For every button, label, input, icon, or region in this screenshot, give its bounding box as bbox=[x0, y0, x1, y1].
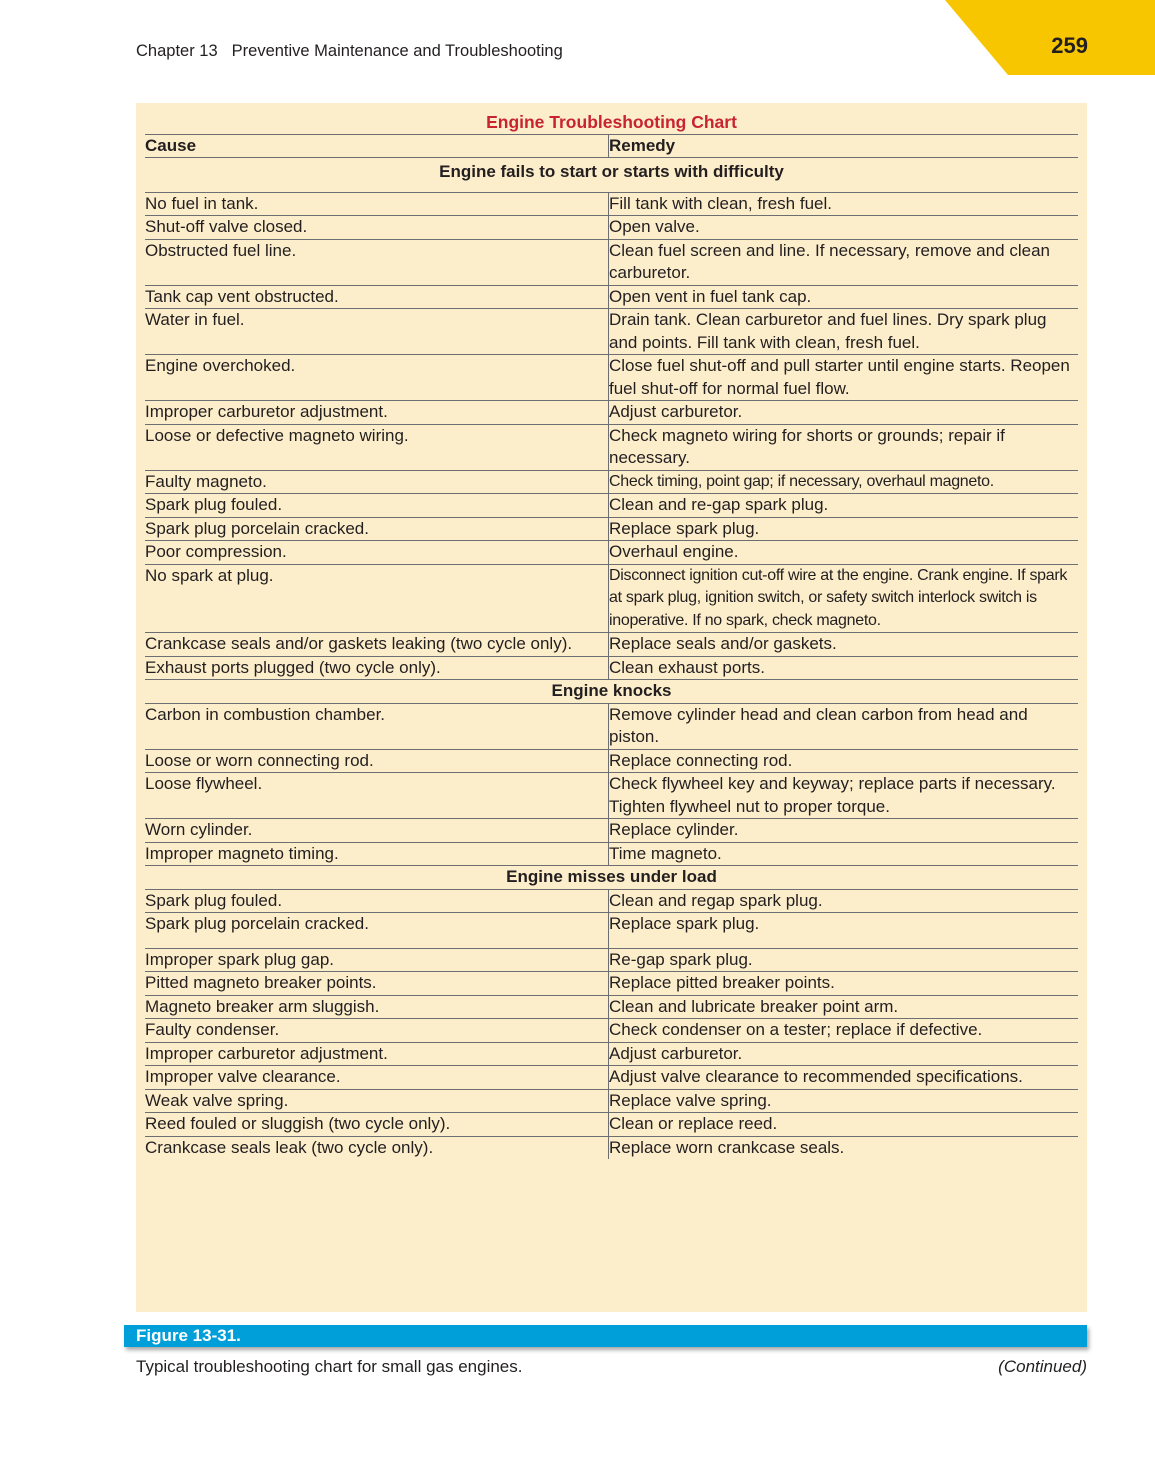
remedy-cell: Clean exhaust ports. bbox=[609, 656, 1079, 680]
page-corner-tab bbox=[945, 0, 1155, 75]
table-row bbox=[145, 1066, 1078, 1090]
remedy-cell: Replace seals and/or gaskets. bbox=[609, 633, 1079, 657]
remedy-cell: Time magneto. bbox=[609, 842, 1079, 866]
remedy-cell: Adjust carburetor. bbox=[609, 1042, 1079, 1066]
table-row bbox=[145, 633, 1078, 657]
cause-cell: Faulty condenser. bbox=[145, 1019, 609, 1043]
cause-cell: Spark plug porcelain cracked. bbox=[145, 913, 609, 949]
remedy-cell: Replace spark plug. bbox=[609, 913, 1079, 949]
cause-cell: Improper spark plug gap. bbox=[145, 948, 609, 972]
table-row bbox=[145, 470, 1078, 494]
chapter-label: Chapter 13 bbox=[136, 42, 218, 60]
table-row bbox=[145, 972, 1078, 996]
cause-cell: Faulty magneto. bbox=[145, 470, 609, 494]
figure-caption: Typical troubleshooting chart for small gas engines. bbox=[136, 1357, 523, 1376]
cause-cell: Weak valve spring. bbox=[145, 1089, 609, 1113]
table-row bbox=[145, 309, 1078, 355]
table-row bbox=[145, 656, 1078, 680]
section-heading: Engine misses under load bbox=[145, 866, 1078, 890]
remedy-cell: Open valve. bbox=[609, 216, 1079, 240]
cause-cell: Tank cap vent obstructed. bbox=[145, 285, 609, 309]
cause-cell: Worn cylinder. bbox=[145, 819, 609, 843]
remedy-cell: Adjust valve clearance to recommended specifications. bbox=[609, 1066, 1079, 1090]
remedy-cell: Clean and re-gap spark plug. bbox=[609, 494, 1079, 518]
page-number: 259 bbox=[1051, 33, 1088, 58]
table-row bbox=[145, 355, 1078, 401]
table-row bbox=[145, 424, 1078, 470]
chapter-title: Preventive Maintenance and Troubleshooting bbox=[231, 42, 563, 60]
cause-cell: Spark plug porcelain cracked. bbox=[145, 517, 609, 541]
remedy-cell: Clean and regap spark plug. bbox=[609, 889, 1079, 913]
column-header-cause: Cause bbox=[145, 134, 609, 158]
cause-cell: Pitted magneto breaker points. bbox=[145, 972, 609, 996]
cause-cell: Improper carburetor adjustment. bbox=[145, 1042, 609, 1066]
remedy-cell: Re-gap spark plug. bbox=[609, 948, 1079, 972]
table-row bbox=[145, 948, 1078, 972]
remedy-cell: Open vent in fuel tank cap. bbox=[609, 285, 1079, 309]
section-heading-row bbox=[145, 866, 1078, 890]
column-header-row bbox=[145, 134, 1078, 158]
section-heading-row bbox=[145, 680, 1078, 704]
cause-cell: Crankcase seals and/or gaskets leaking (two cycle only). bbox=[145, 633, 609, 657]
column-header-remedy: Remedy bbox=[609, 134, 1079, 158]
table-row bbox=[145, 889, 1078, 913]
table-row bbox=[145, 913, 1078, 949]
running-head bbox=[136, 42, 563, 61]
cause-cell: Improper magneto timing. bbox=[145, 842, 609, 866]
cause-cell: Obstructed fuel line. bbox=[145, 239, 609, 285]
troubleshooting-table bbox=[145, 111, 1078, 1159]
table-row bbox=[145, 401, 1078, 425]
table-row bbox=[145, 541, 1078, 565]
table-row bbox=[145, 842, 1078, 866]
cause-cell: Engine overchoked. bbox=[145, 355, 609, 401]
cause-cell: Carbon in combustion chamber. bbox=[145, 703, 609, 749]
continued-note: (Continued) bbox=[998, 1357, 1087, 1376]
table-row bbox=[145, 1019, 1078, 1043]
cause-cell: Spark plug fouled. bbox=[145, 889, 609, 913]
remedy-cell: Remove cylinder head and clean carbon from head and piston. bbox=[609, 703, 1079, 749]
remedy-cell: Replace pitted breaker points. bbox=[609, 972, 1079, 996]
remedy-cell: Close fuel shut-off and pull starter until engine starts. Reopen fuel shut-off for normal fuel flow. bbox=[609, 355, 1079, 401]
remedy-cell: Replace spark plug. bbox=[609, 517, 1079, 541]
table-row bbox=[145, 285, 1078, 309]
table-row bbox=[145, 239, 1078, 285]
section-heading: Engine knocks bbox=[145, 680, 1078, 704]
table-row bbox=[145, 216, 1078, 240]
cause-cell: No fuel in tank. bbox=[145, 192, 609, 216]
table-row bbox=[145, 1042, 1078, 1066]
remedy-cell: Replace worn crankcase seals. bbox=[609, 1137, 845, 1157]
table-row bbox=[145, 995, 1078, 1019]
chart-title: Engine Troubleshooting Chart bbox=[145, 111, 1078, 134]
remedy-cell: Overhaul engine. bbox=[609, 541, 1079, 565]
remedy-cell: Replace connecting rod. bbox=[609, 749, 1079, 773]
table-row bbox=[145, 1113, 1078, 1137]
cause-cell: Improper valve clearance. bbox=[145, 1066, 609, 1090]
cause-cell: Magneto breaker arm sluggish. bbox=[145, 995, 609, 1019]
table-row bbox=[145, 1136, 1078, 1159]
remedy-cell: Check flywheel key and keyway; replace parts if necessary. Tighten flywheel nut to proper torque. bbox=[609, 773, 1079, 819]
remedy-cell: Replace cylinder. bbox=[609, 819, 1079, 843]
remedy-cell: Check magneto wiring for shorts or grounds; repair if necessary. bbox=[609, 424, 1079, 470]
cause-cell: Reed fouled or sluggish (two cycle only). bbox=[145, 1113, 609, 1137]
remedy-cell: Drain tank. Clean carburetor and fuel lines. Dry spark plug and points. Fill tank with clean, fresh fuel. bbox=[609, 309, 1079, 355]
remedy-cell: Check timing, point gap; if necessary, overhaul magneto. bbox=[609, 470, 1079, 494]
remedy-cell: Disconnect ignition cut-off wire at the engine. Crank engine. If spark at spark plug, ignition switch, or safety switch interlock switch is inoperative. If no spark, check magneto. bbox=[609, 564, 1079, 633]
cause-cell: Exhaust ports plugged (two cycle only). bbox=[145, 656, 609, 680]
table-row bbox=[145, 494, 1078, 518]
table-row bbox=[145, 1089, 1078, 1113]
cause-cell: Spark plug fouled. bbox=[145, 494, 609, 518]
cause-cell: Loose or worn connecting rod. bbox=[145, 749, 609, 773]
remedy-cell: Clean and lubricate breaker point arm. bbox=[609, 995, 1079, 1019]
cause-cell: Shut-off valve closed. bbox=[145, 216, 609, 240]
cause-cell: Improper carburetor adjustment. bbox=[145, 401, 609, 425]
cause-cell: Loose flywheel. bbox=[145, 773, 609, 819]
cause-cell: Crankcase seals leak (two cycle only). bbox=[145, 1136, 609, 1159]
table-row bbox=[145, 192, 1078, 216]
remedy-cell: Check condenser on a tester; replace if defective. bbox=[609, 1019, 1079, 1043]
table-row bbox=[145, 749, 1078, 773]
troubleshooting-chart-panel bbox=[136, 103, 1087, 1312]
cause-cell: No spark at plug. bbox=[145, 564, 609, 633]
remedy-cell: Clean fuel screen and line. If necessary, remove and clean carburetor. bbox=[609, 239, 1079, 285]
section-heading: Engine fails to start or starts with difficulty bbox=[145, 158, 1078, 193]
table-row bbox=[145, 819, 1078, 843]
figure-label-bar bbox=[124, 1325, 1087, 1347]
cause-cell: Water in fuel. bbox=[145, 309, 609, 355]
remedy-cell: Adjust carburetor. bbox=[609, 401, 1079, 425]
table-row bbox=[145, 773, 1078, 819]
figure-label: Figure 13-31. bbox=[136, 1326, 241, 1345]
section-heading-row bbox=[145, 158, 1078, 193]
cause-cell: Poor compression. bbox=[145, 541, 609, 565]
remedy-cell: Replace valve spring. bbox=[609, 1089, 1079, 1113]
table-row bbox=[145, 517, 1078, 541]
remedy-cell: Clean or replace reed. bbox=[609, 1113, 1079, 1137]
table-row bbox=[145, 564, 1078, 633]
cause-cell: Loose or defective magneto wiring. bbox=[145, 424, 609, 470]
chart-title-row bbox=[145, 111, 1078, 134]
remedy-cell: Fill tank with clean, fresh fuel. bbox=[609, 192, 1079, 216]
table-row bbox=[145, 703, 1078, 749]
